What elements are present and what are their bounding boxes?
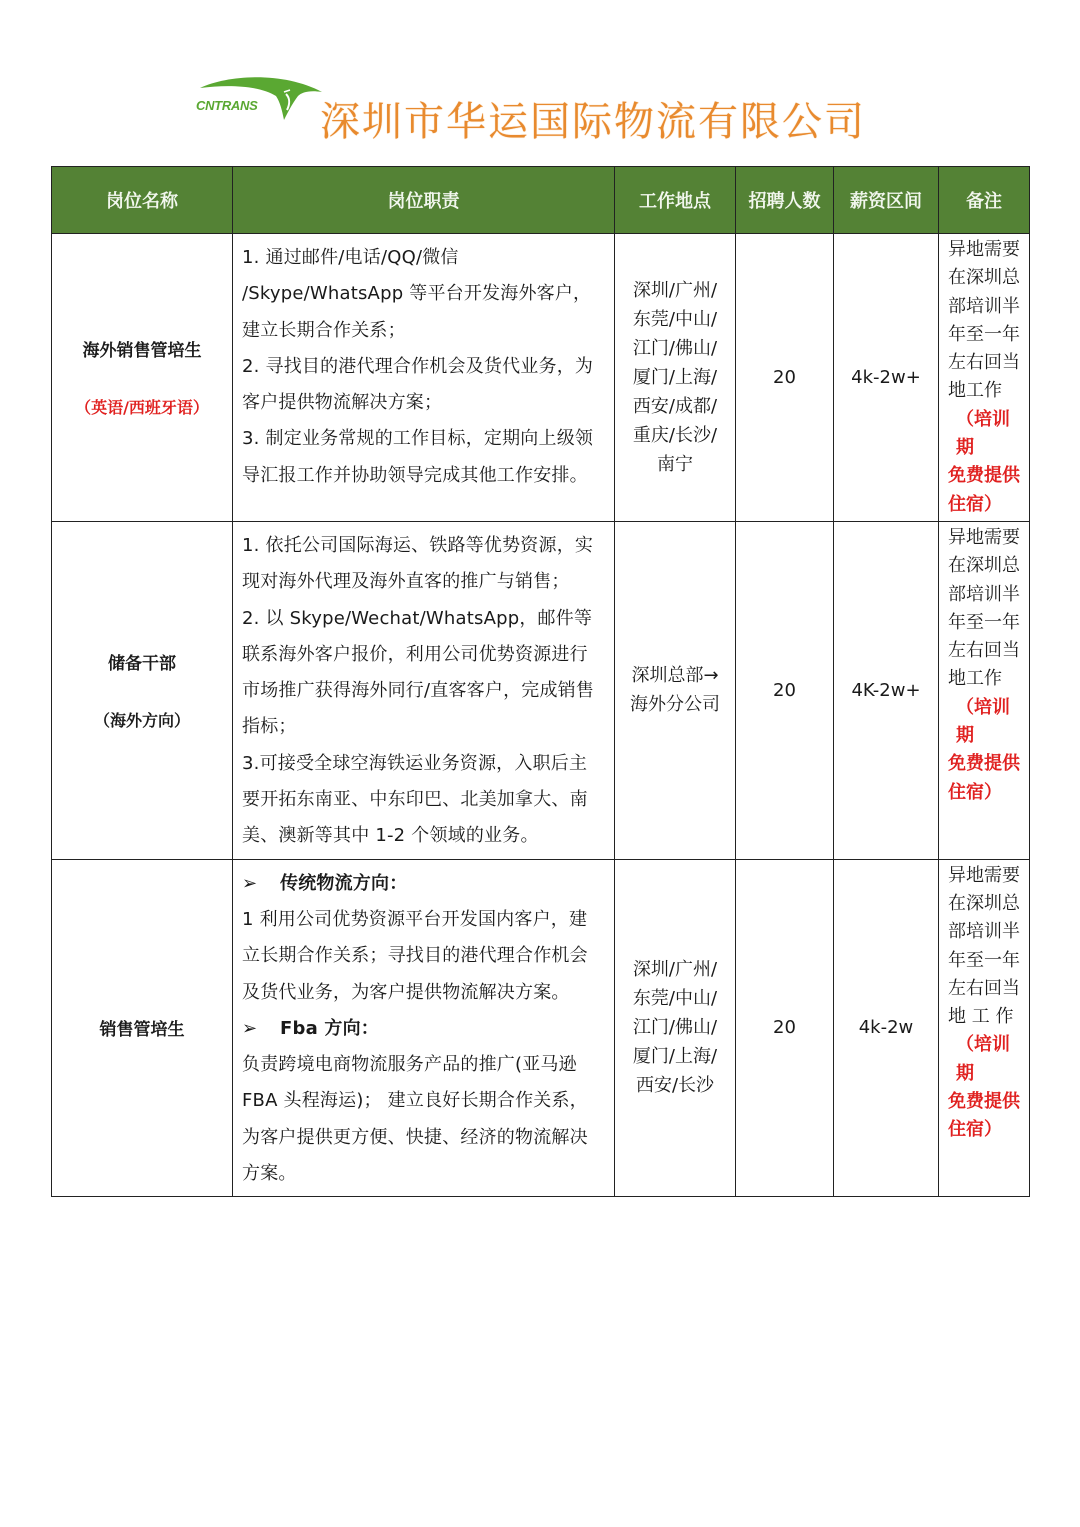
location-line: 厦门/上海/ xyxy=(632,1046,718,1068)
location-line: 西安/成都/ xyxy=(632,395,718,417)
location-line: 深圳/广州/ xyxy=(632,959,718,981)
note-highlight-line: （培训期 xyxy=(956,1034,1010,1084)
duties-cell xyxy=(233,521,615,859)
arrow-bullet-icon: ➢ xyxy=(242,872,258,894)
duty-line: 3.可接受全球空海铁运业务资源，入职后主 xyxy=(242,752,588,774)
note-line: 地工作 xyxy=(948,668,1002,690)
note-line: 异地需要 xyxy=(948,239,1020,260)
note-line: 地工作 xyxy=(948,380,1002,402)
duty-section-heading: ➢ Fba 方向： xyxy=(242,1011,606,1047)
salary-cell: 4K-2w+ xyxy=(834,521,939,859)
notes-cell xyxy=(939,234,1030,522)
duty-line: 联系海外客户报价，利用公司优势资源进行 xyxy=(242,643,588,665)
note-highlight-line: 住宿） xyxy=(948,493,1002,515)
note-line: 部培训半 xyxy=(948,295,1020,317)
note-line: 部培训半 xyxy=(948,921,1020,943)
location-line: 厦门/上海/ xyxy=(632,366,718,388)
duty-line: 导汇报工作并协助领导完成其他工作安排。 xyxy=(242,464,588,486)
arrow-bullet-icon: ➢ xyxy=(242,1017,258,1039)
column-header-notes: 备注 xyxy=(939,167,1030,234)
position-cell xyxy=(52,521,233,859)
note-line: 左右回当 xyxy=(948,640,1020,662)
column-header-salary: 薪资区间 xyxy=(834,167,939,234)
location-cell xyxy=(615,521,736,859)
duty-line: 方案。 xyxy=(242,1163,297,1185)
column-header-location: 工作地点 xyxy=(615,167,736,234)
note-line: 左右回当 xyxy=(948,352,1020,374)
column-header-headcount: 招聘人数 xyxy=(736,167,834,234)
headcount-cell: 20 xyxy=(736,859,834,1197)
duty-line: FBA 头程海运)； 建立良好长期合作关系， xyxy=(242,1090,588,1112)
duty-line: 现对海外代理及海外直客的推广与销售； xyxy=(242,571,570,593)
duty-line: 指标； xyxy=(242,716,297,738)
headcount-cell: 20 xyxy=(736,234,834,522)
note-line: 异地需要 xyxy=(948,864,1020,886)
note-line: 在深圳总 xyxy=(948,267,1020,289)
duty-line: 1. 通过邮件/电话/QQ/微信 xyxy=(242,247,459,268)
position-subtitle: （英语/西班牙语） xyxy=(75,398,209,418)
location-line: 南宁 xyxy=(657,453,693,475)
note-highlight-line: 住宿） xyxy=(948,781,1002,803)
duty-line: 要开拓东南亚、中东印巴、北美加拿大、南 xyxy=(242,789,588,811)
location-line: 深圳总部→ xyxy=(631,665,719,687)
duties-cell xyxy=(233,234,615,522)
note-line: 异地需要 xyxy=(948,526,1020,548)
duty-section-heading: ➢ 传统物流方向： xyxy=(242,866,606,902)
note-line: 左右回当 xyxy=(948,977,1020,999)
duty-line: 负责跨境电商物流服务产品的推广(亚马逊 xyxy=(242,1054,577,1076)
location-line: 东莞/中山/ xyxy=(632,308,718,330)
location-line: 江门/佛山/ xyxy=(632,1017,718,1039)
headcount-cell: 20 xyxy=(736,521,834,859)
note-highlight-line: （培训期 xyxy=(956,696,1010,747)
duty-line: 立长期合作关系；寻找目的港代理合作机会 xyxy=(242,945,588,967)
location-cell xyxy=(615,234,736,522)
table-row xyxy=(52,859,1030,1197)
duty-line: 为客户提供更方便、快捷、经济的物流解决 xyxy=(242,1126,588,1148)
column-header-position: 岗位名称 xyxy=(52,167,233,234)
position-title: 储备干部 xyxy=(108,654,176,675)
logo-text: CNTRANS xyxy=(196,98,258,113)
position-title: 销售管培生 xyxy=(99,1020,185,1041)
notes-cell xyxy=(939,521,1030,859)
note-line: 在深圳总 xyxy=(948,555,1020,577)
duty-line: 2. 寻找目的港代理合作机会及货代业务，为 xyxy=(242,355,594,377)
position-subtitle: （海外方向） xyxy=(93,711,190,731)
duty-line: 1. 依托公司国际海运、铁路等优势资源，实 xyxy=(242,534,594,556)
note-line: 年至一年 xyxy=(948,611,1020,633)
duty-line: 美、澳新等其中 1-2 个领域的业务。 xyxy=(242,825,539,847)
column-header-duties: 岗位职责 xyxy=(233,167,615,234)
position-cell xyxy=(52,859,233,1197)
cntrans-logo xyxy=(190,70,325,130)
location-line: 江门/佛山/ xyxy=(632,337,718,359)
duty-line: /Skype/WhatsApp 等平台开发海外客户， xyxy=(242,283,592,305)
note-line: 地 工 作 xyxy=(948,1006,1014,1028)
duty-line: 市场推广获得海外同行/直客客户，完成销售 xyxy=(242,680,595,702)
note-line: 年至一年 xyxy=(948,949,1020,971)
position-title: 海外销售管培生 xyxy=(82,341,202,362)
location-line: 海外分公司 xyxy=(630,694,720,716)
salary-cell: 4k-2w xyxy=(834,859,939,1197)
note-highlight-line: 免费提供 xyxy=(948,465,1020,487)
note-highlight-line: 免费提供 xyxy=(948,753,1020,775)
table-row xyxy=(52,521,1030,859)
duties-cell xyxy=(233,859,615,1197)
note-line: 部培训半 xyxy=(948,583,1020,605)
company-name: 深圳市华运国际物流有限公司 xyxy=(320,99,866,145)
position-cell xyxy=(52,234,233,522)
notes-cell xyxy=(939,859,1030,1197)
location-line: 西安/长沙 xyxy=(635,1075,715,1097)
location-cell xyxy=(615,859,736,1197)
table-row xyxy=(52,234,1030,522)
note-highlight-line: 住宿） xyxy=(948,1119,1002,1141)
salary-cell: 4k-2w+ xyxy=(834,234,939,522)
company-header xyxy=(190,70,910,150)
duty-line: 2. 以 Skype/Wechat/WhatsApp，邮件等 xyxy=(242,607,593,629)
location-line: 东莞/中山/ xyxy=(632,988,718,1010)
note-highlight-line: （培训期 xyxy=(956,408,1010,459)
note-line: 在深圳总 xyxy=(948,892,1020,914)
duty-line: 3. 制定业务常规的工作目标，定期向上级领 xyxy=(242,428,594,450)
duty-line: 1 利用公司优势资源平台开发国内客户，建 xyxy=(242,908,588,930)
table-header-row xyxy=(52,167,1030,234)
duty-line: 建立长期合作关系； xyxy=(242,319,406,341)
duty-line: 客户提供物流解决方案； xyxy=(242,392,443,414)
note-highlight-line: 免费提供 xyxy=(948,1091,1020,1113)
note-line: 年至一年 xyxy=(948,323,1020,345)
location-line: 重庆/长沙/ xyxy=(632,424,718,446)
location-line: 深圳/广州/ xyxy=(632,279,718,301)
job-listing-table xyxy=(51,166,1030,1197)
duty-line: 及货代业务，为客户提供物流解决方案。 xyxy=(242,981,570,1003)
